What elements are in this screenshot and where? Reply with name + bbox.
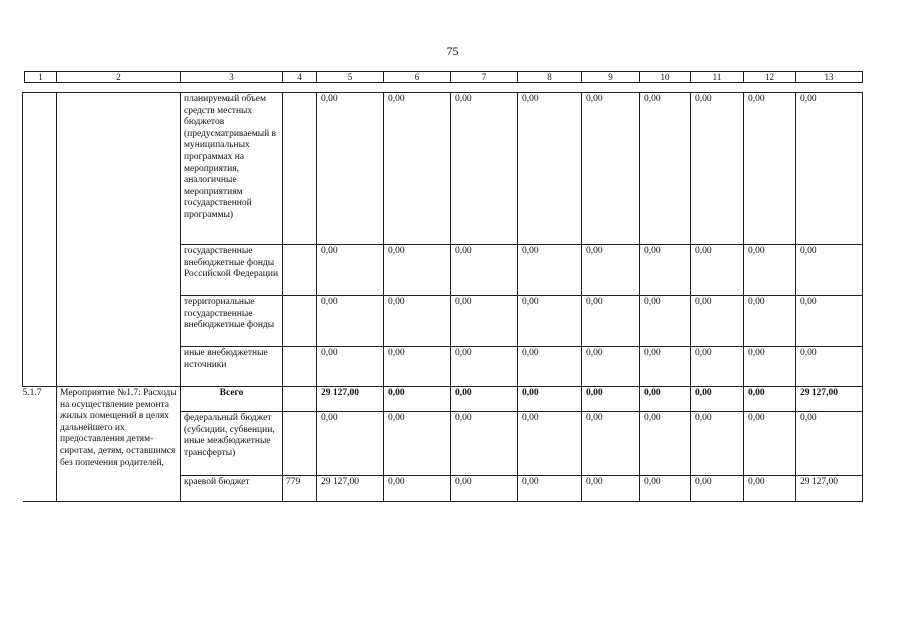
column-number: 6 [384, 72, 451, 83]
column-number: 8 [518, 72, 582, 83]
value-cell: 0,00 [691, 296, 744, 347]
value-cell: 0,00 [384, 347, 451, 387]
column-number-header [24, 71, 863, 83]
value-cell: 0,00 [796, 93, 863, 245]
budget-code [283, 412, 317, 476]
page-number: 75 [446, 44, 459, 58]
funding-source: иные внебюджетные источники [181, 347, 283, 387]
value-cell: 0,00 [744, 93, 796, 245]
number-cell-empty [23, 93, 57, 387]
value-cell: 0,00 [640, 412, 691, 476]
column-number: 2 [57, 72, 181, 83]
value-cell: 0,00 [744, 245, 796, 296]
column-number: 10 [640, 72, 691, 83]
value-cell: 0,00 [384, 412, 451, 476]
value-cell: 0,00 [582, 347, 640, 387]
value-cell: 0,00 [691, 347, 744, 387]
funding-source: краевой бюджет [181, 476, 283, 502]
value-cell: 0,00 [317, 347, 384, 387]
value-cell: 0,00 [317, 412, 384, 476]
value-cell: 0,00 [384, 476, 451, 502]
value-cell: 0,00 [451, 245, 518, 296]
value-cell: 0,00 [796, 296, 863, 347]
value-cell: 0,00 [744, 387, 796, 412]
funding-source: государственные внебюджетные фонды Российской Федерации [181, 245, 283, 296]
value-cell: 29 127,00 [317, 387, 384, 412]
value-cell: 0,00 [691, 387, 744, 412]
value-cell: 0,00 [582, 476, 640, 502]
measure-name: Мероприятие №1.7: Расходы на осуществление ремонта жилых помещений в целях дальнейшего их предоставления детям-сиротам, детям, оставшимся без попечения родителей, [57, 387, 181, 502]
value-cell: 0,00 [744, 347, 796, 387]
value-cell: 0,00 [640, 387, 691, 412]
funding-source: планируемый объем средств местных бюджетов (предусматриваемый в муниципальных программах на мероприятия, аналогичные мероприятиям государственной программы) [181, 93, 283, 245]
value-cell: 0,00 [518, 412, 582, 476]
column-number: 13 [796, 72, 863, 83]
value-cell: 0,00 [691, 245, 744, 296]
budget-code [283, 387, 317, 412]
name-cell-empty [57, 93, 181, 387]
value-cell: 0,00 [518, 296, 582, 347]
value-cell: 0,00 [744, 412, 796, 476]
value-cell: 0,00 [582, 296, 640, 347]
funding-source: территориальные государственные внебюджетные фонды [181, 296, 283, 347]
value-cell: 29 127,00 [796, 476, 863, 502]
value-cell: 0,00 [384, 245, 451, 296]
value-cell: 0,00 [518, 245, 582, 296]
value-cell: 0,00 [582, 245, 640, 296]
budget-code [283, 296, 317, 347]
value-cell: 29 127,00 [796, 387, 863, 412]
column-number: 3 [181, 72, 283, 83]
value-cell: 0,00 [451, 412, 518, 476]
value-cell: 0,00 [384, 296, 451, 347]
value-cell: 0,00 [384, 387, 451, 412]
value-cell: 0,00 [451, 93, 518, 245]
value-cell: 0,00 [582, 387, 640, 412]
budget-code [283, 93, 317, 245]
column-number: 4 [283, 72, 317, 83]
value-cell: 0,00 [691, 93, 744, 245]
value-cell: 0,00 [640, 93, 691, 245]
value-cell: 0,00 [317, 296, 384, 347]
column-number: 7 [451, 72, 518, 83]
financing-table [22, 92, 863, 502]
value-cell: 0,00 [744, 476, 796, 502]
funding-source: федеральный бюджет (субсидии, субвенции, иные межбюджетные трансферты) [181, 412, 283, 476]
budget-code [283, 347, 317, 387]
value-cell: 29 127,00 [317, 476, 384, 502]
budget-code [283, 245, 317, 296]
budget-code: 779 [283, 476, 317, 502]
value-cell: 0,00 [691, 476, 744, 502]
value-cell: 0,00 [640, 476, 691, 502]
funding-source-total: Всего [181, 387, 283, 412]
value-cell: 0,00 [796, 412, 863, 476]
table-row [23, 93, 863, 245]
value-cell: 0,00 [640, 347, 691, 387]
value-cell: 0,00 [691, 412, 744, 476]
value-cell: 0,00 [518, 93, 582, 245]
value-cell: 0,00 [317, 93, 384, 245]
value-cell: 0,00 [451, 476, 518, 502]
value-cell: 0,00 [640, 245, 691, 296]
column-number: 11 [691, 72, 744, 83]
measure-number: 5.1.7 [23, 387, 57, 502]
value-cell: 0,00 [451, 296, 518, 347]
column-number: 1 [25, 72, 57, 83]
column-number: 12 [744, 72, 796, 83]
value-cell: 0,00 [796, 245, 863, 296]
value-cell: 0,00 [640, 296, 691, 347]
value-cell: 0,00 [518, 476, 582, 502]
value-cell: 0,00 [451, 387, 518, 412]
value-cell: 0,00 [518, 387, 582, 412]
table-row [23, 387, 863, 412]
value-cell: 0,00 [384, 93, 451, 245]
column-number: 9 [582, 72, 640, 83]
value-cell: 0,00 [451, 347, 518, 387]
value-cell: 0,00 [796, 347, 863, 387]
value-cell: 0,00 [582, 412, 640, 476]
value-cell: 0,00 [518, 347, 582, 387]
value-cell: 0,00 [582, 93, 640, 245]
value-cell: 0,00 [317, 245, 384, 296]
value-cell: 0,00 [744, 296, 796, 347]
column-number: 5 [317, 72, 384, 83]
